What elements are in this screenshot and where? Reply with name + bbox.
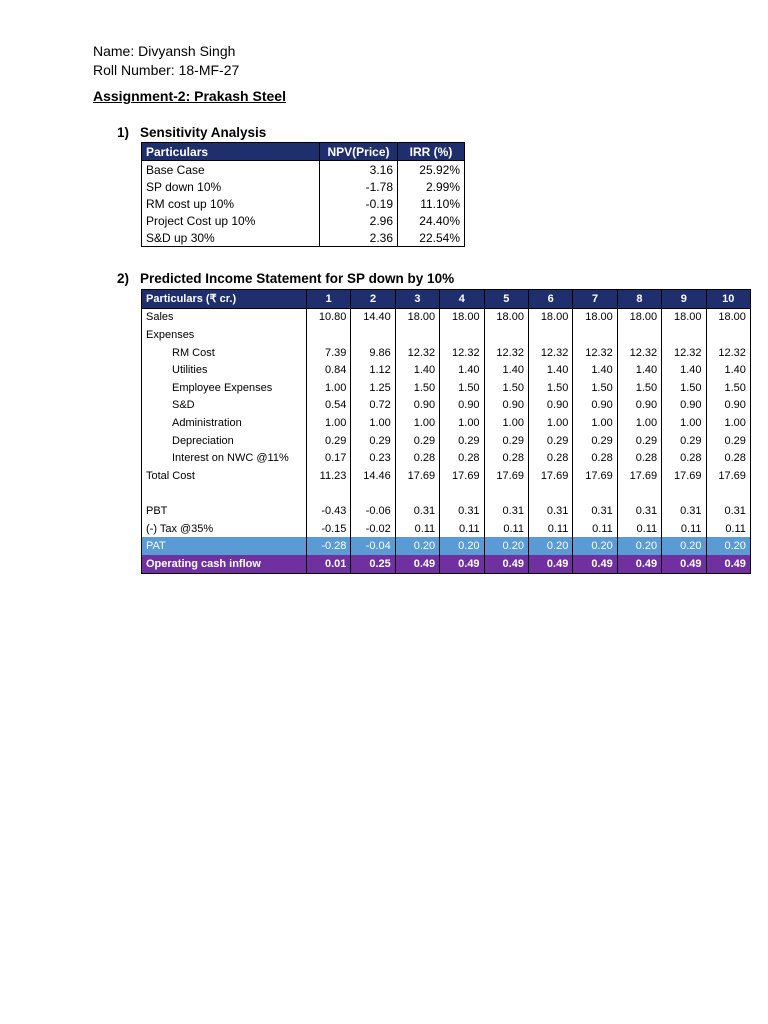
value-cell: 0.11 (440, 520, 484, 538)
value-cell: -0.15 (307, 520, 351, 538)
value-cell: 18.00 (440, 308, 484, 326)
assignment-title: Assignment-2: Prakash Steel (93, 88, 286, 104)
row-label: Expenses (142, 326, 307, 344)
row-label: RM Cost (142, 344, 307, 362)
value-cell: 0.29 (528, 432, 572, 450)
value-cell (395, 485, 439, 503)
value-cell: 18.00 (706, 308, 750, 326)
row-label: Operating cash inflow (142, 555, 307, 573)
value-cell: 0.31 (617, 502, 661, 520)
value-cell: -0.02 (351, 520, 395, 538)
value-cell: 0.29 (617, 432, 661, 450)
value-cell: 1.40 (395, 361, 439, 379)
table-row (142, 379, 751, 397)
value-cell: 1.00 (395, 414, 439, 432)
value-cell: 1.50 (528, 379, 572, 397)
value-cell: 18.00 (617, 308, 661, 326)
value-cell: 0.28 (706, 449, 750, 467)
value-cell: 1.40 (440, 361, 484, 379)
section-2-title: Predicted Income Statement for SP down by 10% (140, 271, 455, 286)
value-cell: 0.31 (706, 502, 750, 520)
npv-cell: -1.78 (320, 178, 398, 195)
row-label: S&D up 30% (142, 229, 320, 247)
value-cell: 0.90 (528, 397, 572, 415)
value-cell: 1.00 (528, 414, 572, 432)
value-cell: 0.49 (484, 555, 528, 573)
column-header-year: 1 (307, 290, 351, 309)
sensitivity-table (141, 142, 465, 247)
value-cell: 1.12 (351, 361, 395, 379)
value-cell: -0.43 (307, 502, 351, 520)
section-1-title: Sensitivity Analysis (140, 125, 267, 140)
value-cell: 0.28 (528, 449, 572, 467)
value-cell: 0.31 (395, 502, 439, 520)
value-cell: 0.29 (351, 432, 395, 450)
value-cell: 1.00 (351, 414, 395, 432)
value-cell: 0.20 (706, 537, 750, 555)
value-cell: 12.32 (573, 344, 617, 362)
ocf-row (142, 555, 751, 573)
section-2-number: 2) (117, 271, 130, 286)
value-cell: 0.90 (484, 397, 528, 415)
value-cell: 0.31 (573, 502, 617, 520)
table-row (142, 414, 751, 432)
value-cell: 0.84 (307, 361, 351, 379)
roll-number: Roll Number: 18-MF-27 (93, 62, 240, 78)
table-row (142, 195, 465, 212)
value-cell: 1.40 (528, 361, 572, 379)
value-cell: 0.54 (307, 397, 351, 415)
value-cell: 12.32 (395, 344, 439, 362)
value-cell: 1.50 (573, 379, 617, 397)
value-cell: 0.28 (440, 449, 484, 467)
value-cell: 0.20 (528, 537, 572, 555)
npv-cell: 2.96 (320, 212, 398, 229)
value-cell: 17.69 (440, 467, 484, 485)
irr-cell: 24.40% (398, 212, 465, 229)
row-label: PAT (142, 537, 307, 555)
value-cell: 1.50 (706, 379, 750, 397)
column-header-particulars: Particulars (142, 143, 320, 161)
value-cell: 1.25 (351, 379, 395, 397)
row-label: Base Case (142, 161, 320, 179)
value-cell: 0.11 (395, 520, 439, 538)
value-cell: 18.00 (395, 308, 439, 326)
value-cell (617, 326, 661, 344)
value-cell: 0.90 (617, 397, 661, 415)
row-label (142, 485, 307, 503)
value-cell: 1.00 (617, 414, 661, 432)
value-cell: 0.72 (351, 397, 395, 415)
value-cell (617, 485, 661, 503)
value-cell: 0.90 (440, 397, 484, 415)
table-row (142, 449, 751, 467)
value-cell: 0.29 (484, 432, 528, 450)
value-cell: 0.28 (617, 449, 661, 467)
column-header-year: 5 (484, 290, 528, 309)
table-row (142, 485, 751, 503)
value-cell (706, 485, 750, 503)
value-cell: 0.11 (706, 520, 750, 538)
value-cell: 17.69 (395, 467, 439, 485)
value-cell: 0.49 (573, 555, 617, 573)
value-cell: 1.00 (440, 414, 484, 432)
value-cell: 1.50 (617, 379, 661, 397)
column-header-year: 8 (617, 290, 661, 309)
value-cell: 14.46 (351, 467, 395, 485)
value-cell: 12.32 (484, 344, 528, 362)
value-cell: 0.20 (573, 537, 617, 555)
column-header-year: 6 (528, 290, 572, 309)
table-row (142, 178, 465, 195)
value-cell: 12.32 (662, 344, 706, 362)
value-cell: 0.28 (395, 449, 439, 467)
row-label: Sales (142, 308, 307, 326)
table-header-row (142, 290, 751, 309)
value-cell: 12.32 (706, 344, 750, 362)
value-cell: 1.00 (307, 414, 351, 432)
value-cell: 17.69 (573, 467, 617, 485)
value-cell: 1.40 (484, 361, 528, 379)
value-cell: -0.04 (351, 537, 395, 555)
row-label: Utilities (142, 361, 307, 379)
value-cell (351, 485, 395, 503)
row-label: Depreciation (142, 432, 307, 450)
value-cell (307, 485, 351, 503)
value-cell: 17.69 (706, 467, 750, 485)
value-cell (440, 485, 484, 503)
value-cell: 0.28 (484, 449, 528, 467)
value-cell: 1.40 (617, 361, 661, 379)
column-header-particulars: Particulars (₹ cr.) (142, 290, 307, 309)
value-cell: 17.69 (484, 467, 528, 485)
value-cell: 1.50 (440, 379, 484, 397)
value-cell: 12.32 (528, 344, 572, 362)
table-row (142, 361, 751, 379)
value-cell: 0.11 (617, 520, 661, 538)
value-cell (662, 485, 706, 503)
value-cell: 1.40 (573, 361, 617, 379)
value-cell: 0.11 (573, 520, 617, 538)
table-row (142, 397, 751, 415)
value-cell (484, 326, 528, 344)
value-cell: 1.00 (706, 414, 750, 432)
value-cell: 0.49 (662, 555, 706, 573)
value-cell: 0.01 (307, 555, 351, 573)
table-row (142, 326, 751, 344)
value-cell: 0.20 (484, 537, 528, 555)
irr-cell: 25.92% (398, 161, 465, 179)
income-statement-table (141, 289, 751, 574)
row-label: PBT (142, 502, 307, 520)
value-cell (484, 485, 528, 503)
table-row (142, 212, 465, 229)
value-cell: 0.25 (351, 555, 395, 573)
value-cell: 1.00 (307, 379, 351, 397)
row-label: Interest on NWC @11% (142, 449, 307, 467)
table-row (142, 229, 465, 247)
value-cell: 0.31 (484, 502, 528, 520)
value-cell: 0.29 (395, 432, 439, 450)
row-label: (-) Tax @35% (142, 520, 307, 538)
irr-cell: 11.10% (398, 195, 465, 212)
value-cell: 0.28 (573, 449, 617, 467)
irr-cell: 22.54% (398, 229, 465, 247)
value-cell: 0.28 (662, 449, 706, 467)
row-label: SP down 10% (142, 178, 320, 195)
table-row (142, 502, 751, 520)
column-header-year: 2 (351, 290, 395, 309)
column-header-year: 10 (706, 290, 750, 309)
value-cell (706, 326, 750, 344)
row-label: RM cost up 10% (142, 195, 320, 212)
value-cell: 0.29 (573, 432, 617, 450)
value-cell: 1.00 (573, 414, 617, 432)
column-header-year: 4 (440, 290, 484, 309)
value-cell: 1.50 (395, 379, 439, 397)
value-cell: 14.40 (351, 308, 395, 326)
table-row (142, 308, 751, 326)
irr-cell: 2.99% (398, 178, 465, 195)
value-cell (307, 326, 351, 344)
value-cell: 1.00 (484, 414, 528, 432)
value-cell: 0.49 (706, 555, 750, 573)
value-cell (573, 326, 617, 344)
column-header-year: 3 (395, 290, 439, 309)
value-cell: 18.00 (573, 308, 617, 326)
value-cell: 18.00 (662, 308, 706, 326)
value-cell: 0.49 (528, 555, 572, 573)
row-label: Project Cost up 10% (142, 212, 320, 229)
value-cell: 1.50 (484, 379, 528, 397)
table-row (142, 432, 751, 450)
value-cell: 0.11 (528, 520, 572, 538)
column-header-irr: IRR (%) (398, 143, 465, 161)
value-cell: 9.86 (351, 344, 395, 362)
value-cell (573, 485, 617, 503)
value-cell: -0.28 (307, 537, 351, 555)
value-cell: 0.31 (528, 502, 572, 520)
table-header-row (142, 143, 465, 161)
column-header-npv: NPV(Price) (320, 143, 398, 161)
value-cell (528, 326, 572, 344)
column-header-year: 7 (573, 290, 617, 309)
value-cell: 0.31 (440, 502, 484, 520)
row-label: S&D (142, 397, 307, 415)
value-cell: 0.20 (395, 537, 439, 555)
value-cell: 17.69 (617, 467, 661, 485)
value-cell: 1.00 (662, 414, 706, 432)
student-name: Name: Divyansh Singh (93, 43, 236, 59)
value-cell: 0.23 (351, 449, 395, 467)
value-cell: 12.32 (617, 344, 661, 362)
npv-cell: 3.16 (320, 161, 398, 179)
value-cell: 10.80 (307, 308, 351, 326)
table-row (142, 161, 465, 179)
value-cell: 1.50 (662, 379, 706, 397)
value-cell: 17.69 (662, 467, 706, 485)
value-cell (440, 326, 484, 344)
value-cell (528, 485, 572, 503)
value-cell: 1.40 (706, 361, 750, 379)
value-cell (662, 326, 706, 344)
value-cell: 0.29 (706, 432, 750, 450)
row-label: Employee Expenses (142, 379, 307, 397)
value-cell: 0.20 (662, 537, 706, 555)
value-cell: 0.49 (617, 555, 661, 573)
table-row (142, 467, 751, 485)
value-cell: 0.17 (307, 449, 351, 467)
table-row (142, 520, 751, 538)
value-cell: 0.11 (484, 520, 528, 538)
value-cell: 11.23 (307, 467, 351, 485)
pat-row (142, 537, 751, 555)
value-cell: -0.06 (351, 502, 395, 520)
value-cell: 0.29 (662, 432, 706, 450)
row-label: Total Cost (142, 467, 307, 485)
npv-cell: -0.19 (320, 195, 398, 212)
value-cell: 0.20 (440, 537, 484, 555)
value-cell: 0.90 (662, 397, 706, 415)
value-cell: 0.29 (440, 432, 484, 450)
value-cell: 0.11 (662, 520, 706, 538)
value-cell: 1.40 (662, 361, 706, 379)
value-cell (351, 326, 395, 344)
value-cell: 0.29 (307, 432, 351, 450)
value-cell: 0.49 (395, 555, 439, 573)
row-label: Administration (142, 414, 307, 432)
npv-cell: 2.36 (320, 229, 398, 247)
value-cell (395, 326, 439, 344)
value-cell: 12.32 (440, 344, 484, 362)
value-cell: 17.69 (528, 467, 572, 485)
table-row (142, 344, 751, 362)
value-cell: 0.31 (662, 502, 706, 520)
column-header-year: 9 (662, 290, 706, 309)
value-cell: 0.90 (706, 397, 750, 415)
value-cell: 0.49 (440, 555, 484, 573)
section-1-number: 1) (117, 125, 130, 140)
value-cell: 18.00 (484, 308, 528, 326)
value-cell: 0.90 (573, 397, 617, 415)
value-cell: 7.39 (307, 344, 351, 362)
value-cell: 0.20 (617, 537, 661, 555)
value-cell: 0.90 (395, 397, 439, 415)
value-cell: 18.00 (528, 308, 572, 326)
